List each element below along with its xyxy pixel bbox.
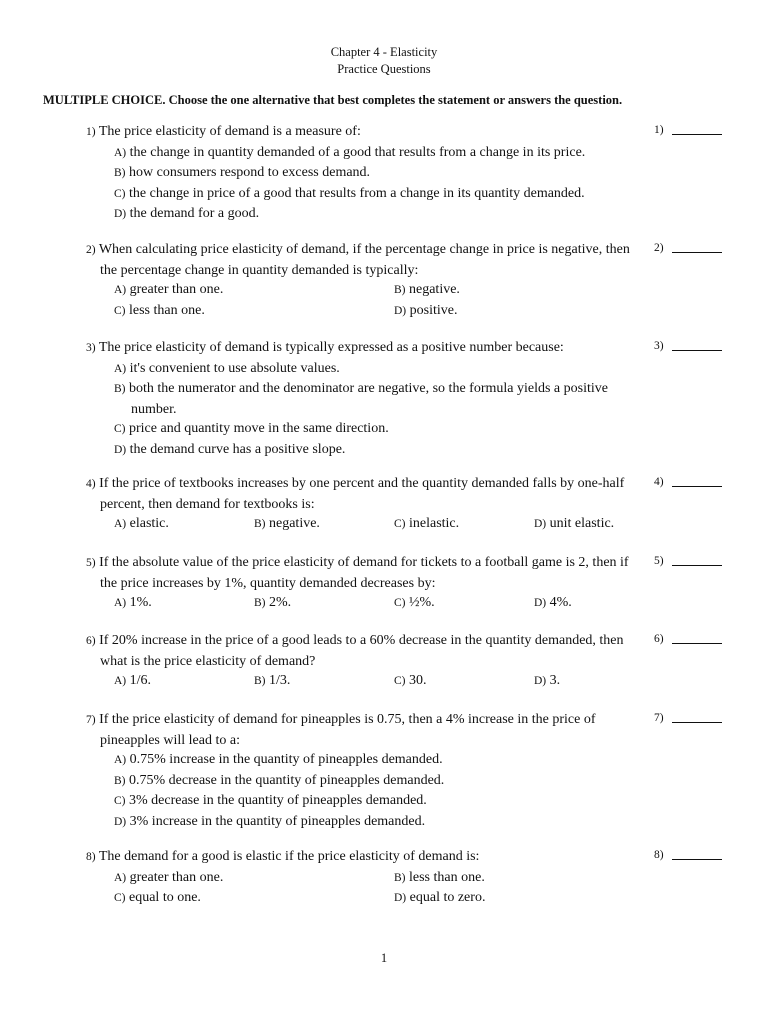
question-number: 2): [86, 244, 96, 256]
answer-slot-4[interactable]: 4): [654, 476, 744, 488]
answer-slot-1[interactable]: 1): [654, 124, 744, 136]
question-5: [86, 553, 646, 614]
option-d[interactable]: D) positive.: [394, 302, 458, 318]
option-c[interactable]: C) the change in price of a good that results from a change in its quantity demanded.: [114, 185, 585, 201]
answer-blank[interactable]: [672, 565, 722, 566]
option-d[interactable]: D) 3.: [534, 673, 561, 688]
option-list: [86, 750, 646, 832]
option-c[interactable]: C) price and quantity move in the same direction.: [114, 421, 389, 436]
page-subtitle: Practice Questions: [337, 62, 431, 76]
answer-blank[interactable]: [672, 486, 722, 487]
question-number: 5): [86, 557, 96, 569]
answer-blank[interactable]: [672, 722, 722, 723]
question-number: 3): [86, 342, 96, 354]
option-list: [86, 359, 646, 461]
option-c[interactable]: C) 3% decrease in the quantity of pineapples demanded.: [114, 793, 427, 808]
answer-slot-5[interactable]: 5): [654, 555, 744, 567]
option-c[interactable]: C) inelastic.: [394, 516, 460, 531]
option-b[interactable]: B) negative.: [254, 516, 320, 531]
question-number: 8): [86, 851, 96, 863]
question-8: [86, 847, 646, 909]
option-a[interactable]: A) 1%.: [114, 595, 152, 610]
answer-slot-8[interactable]: 8): [654, 849, 744, 861]
question-number: 1): [86, 126, 96, 138]
option-list: [86, 868, 646, 909]
answer-blank[interactable]: [672, 643, 722, 644]
question-stem: The price elasticity of demand is a measure of:: [98, 124, 361, 139]
question-stem: If 20% increase in the price of a good leads to a 60% decrease in the quantity demanded, then what is the price elasticity of demand?: [99, 633, 624, 669]
option-a[interactable]: A) the change in quantity demanded of a good that results from a change in its price.: [114, 144, 586, 160]
option-a[interactable]: A) it's convenient to use absolute values.: [114, 360, 340, 376]
question-3: [86, 338, 646, 460]
question-stem: When calculating price elasticity of demand, if the percentage change in price is negative, then the percentage change in quantity demanded is typically:: [98, 242, 630, 278]
answer-blank[interactable]: [672, 252, 722, 253]
answer-blank[interactable]: [672, 859, 722, 860]
option-d[interactable]: D) 4%.: [534, 595, 572, 610]
option-list: [86, 143, 646, 225]
answer-blank[interactable]: [672, 350, 722, 351]
question-4: [86, 474, 646, 535]
question-2: [86, 240, 646, 321]
question-number: 7): [86, 714, 96, 726]
answer-slot-6[interactable]: 6): [654, 633, 744, 645]
option-list: [86, 280, 646, 321]
option-b[interactable]: B) less than one.: [394, 869, 485, 885]
question-1: [86, 122, 646, 225]
page-title: Chapter 4 - Elasticity: [330, 45, 438, 59]
option-c[interactable]: C) less than one.: [114, 302, 205, 318]
answer-slot-2[interactable]: 2): [654, 242, 744, 254]
option-d[interactable]: D) the demand for a good.: [114, 206, 260, 221]
answer-blank[interactable]: [672, 134, 722, 135]
option-a[interactable]: A) greater than one.: [114, 282, 224, 297]
question-stem: The demand for a good is elastic if the price elasticity of demand is:: [98, 849, 480, 864]
option-list: [86, 514, 646, 535]
answer-slot-3[interactable]: 3): [654, 340, 744, 352]
option-b[interactable]: B) 2%.: [254, 595, 292, 610]
option-a[interactable]: A) 0.75% increase in the quantity of pineapples demanded.: [114, 752, 443, 767]
option-d[interactable]: D) equal to zero.: [394, 890, 486, 905]
option-b[interactable]: B) 0.75% decrease in the quantity of pineapples demanded.: [114, 772, 445, 788]
option-b[interactable]: B) how consumers respond to excess demand.: [114, 165, 371, 180]
option-d[interactable]: D) the demand curve has a positive slope.: [114, 441, 346, 457]
question-stem: If the price of textbooks increases by one percent and the quantity demanded falls by one-half percent, then demand for textbooks is:: [99, 476, 625, 512]
question-number: 6): [86, 635, 96, 647]
option-a[interactable]: A) elastic.: [114, 516, 169, 531]
page-number: 1: [380, 951, 388, 965]
option-b[interactable]: B) negative.: [394, 282, 460, 297]
question-stem: If the price elasticity of demand for pineapples is 0.75, then a 4% increase in the price of pineapples will lead to a:: [99, 712, 596, 748]
option-list: [86, 671, 646, 692]
option-c[interactable]: C) equal to one.: [114, 890, 201, 905]
option-c[interactable]: C) ½%.: [394, 595, 435, 610]
question-6: [86, 631, 646, 692]
option-list: [86, 593, 646, 614]
option-d[interactable]: D) unit elastic.: [534, 516, 615, 531]
question-number: 4): [86, 478, 96, 490]
section-instructions: MULTIPLE CHOICE. Choose the one alternative that best completes the statement or answers the question.: [43, 93, 623, 107]
question-7: [86, 710, 646, 832]
question-stem: If the absolute value of the price elasticity of demand for tickets to a football game is 2, then if the price increases by 1%, quantity demanded decreases by:: [99, 555, 629, 591]
option-d[interactable]: D) 3% increase in the quantity of pineapples demanded.: [114, 813, 426, 829]
option-a[interactable]: A) 1/6.: [114, 673, 152, 688]
question-stem: The price elasticity of demand is typically expressed as a positive number because:: [98, 340, 564, 355]
option-a[interactable]: A) greater than one.: [114, 869, 224, 885]
option-b[interactable]: B) both the numerator and the denominator are negative, so the formula yields a positive number.: [114, 381, 608, 417]
option-c[interactable]: C) 30.: [394, 673, 427, 688]
option-b[interactable]: B) 1/3.: [254, 673, 291, 688]
answer-slot-7[interactable]: 7): [654, 712, 744, 724]
